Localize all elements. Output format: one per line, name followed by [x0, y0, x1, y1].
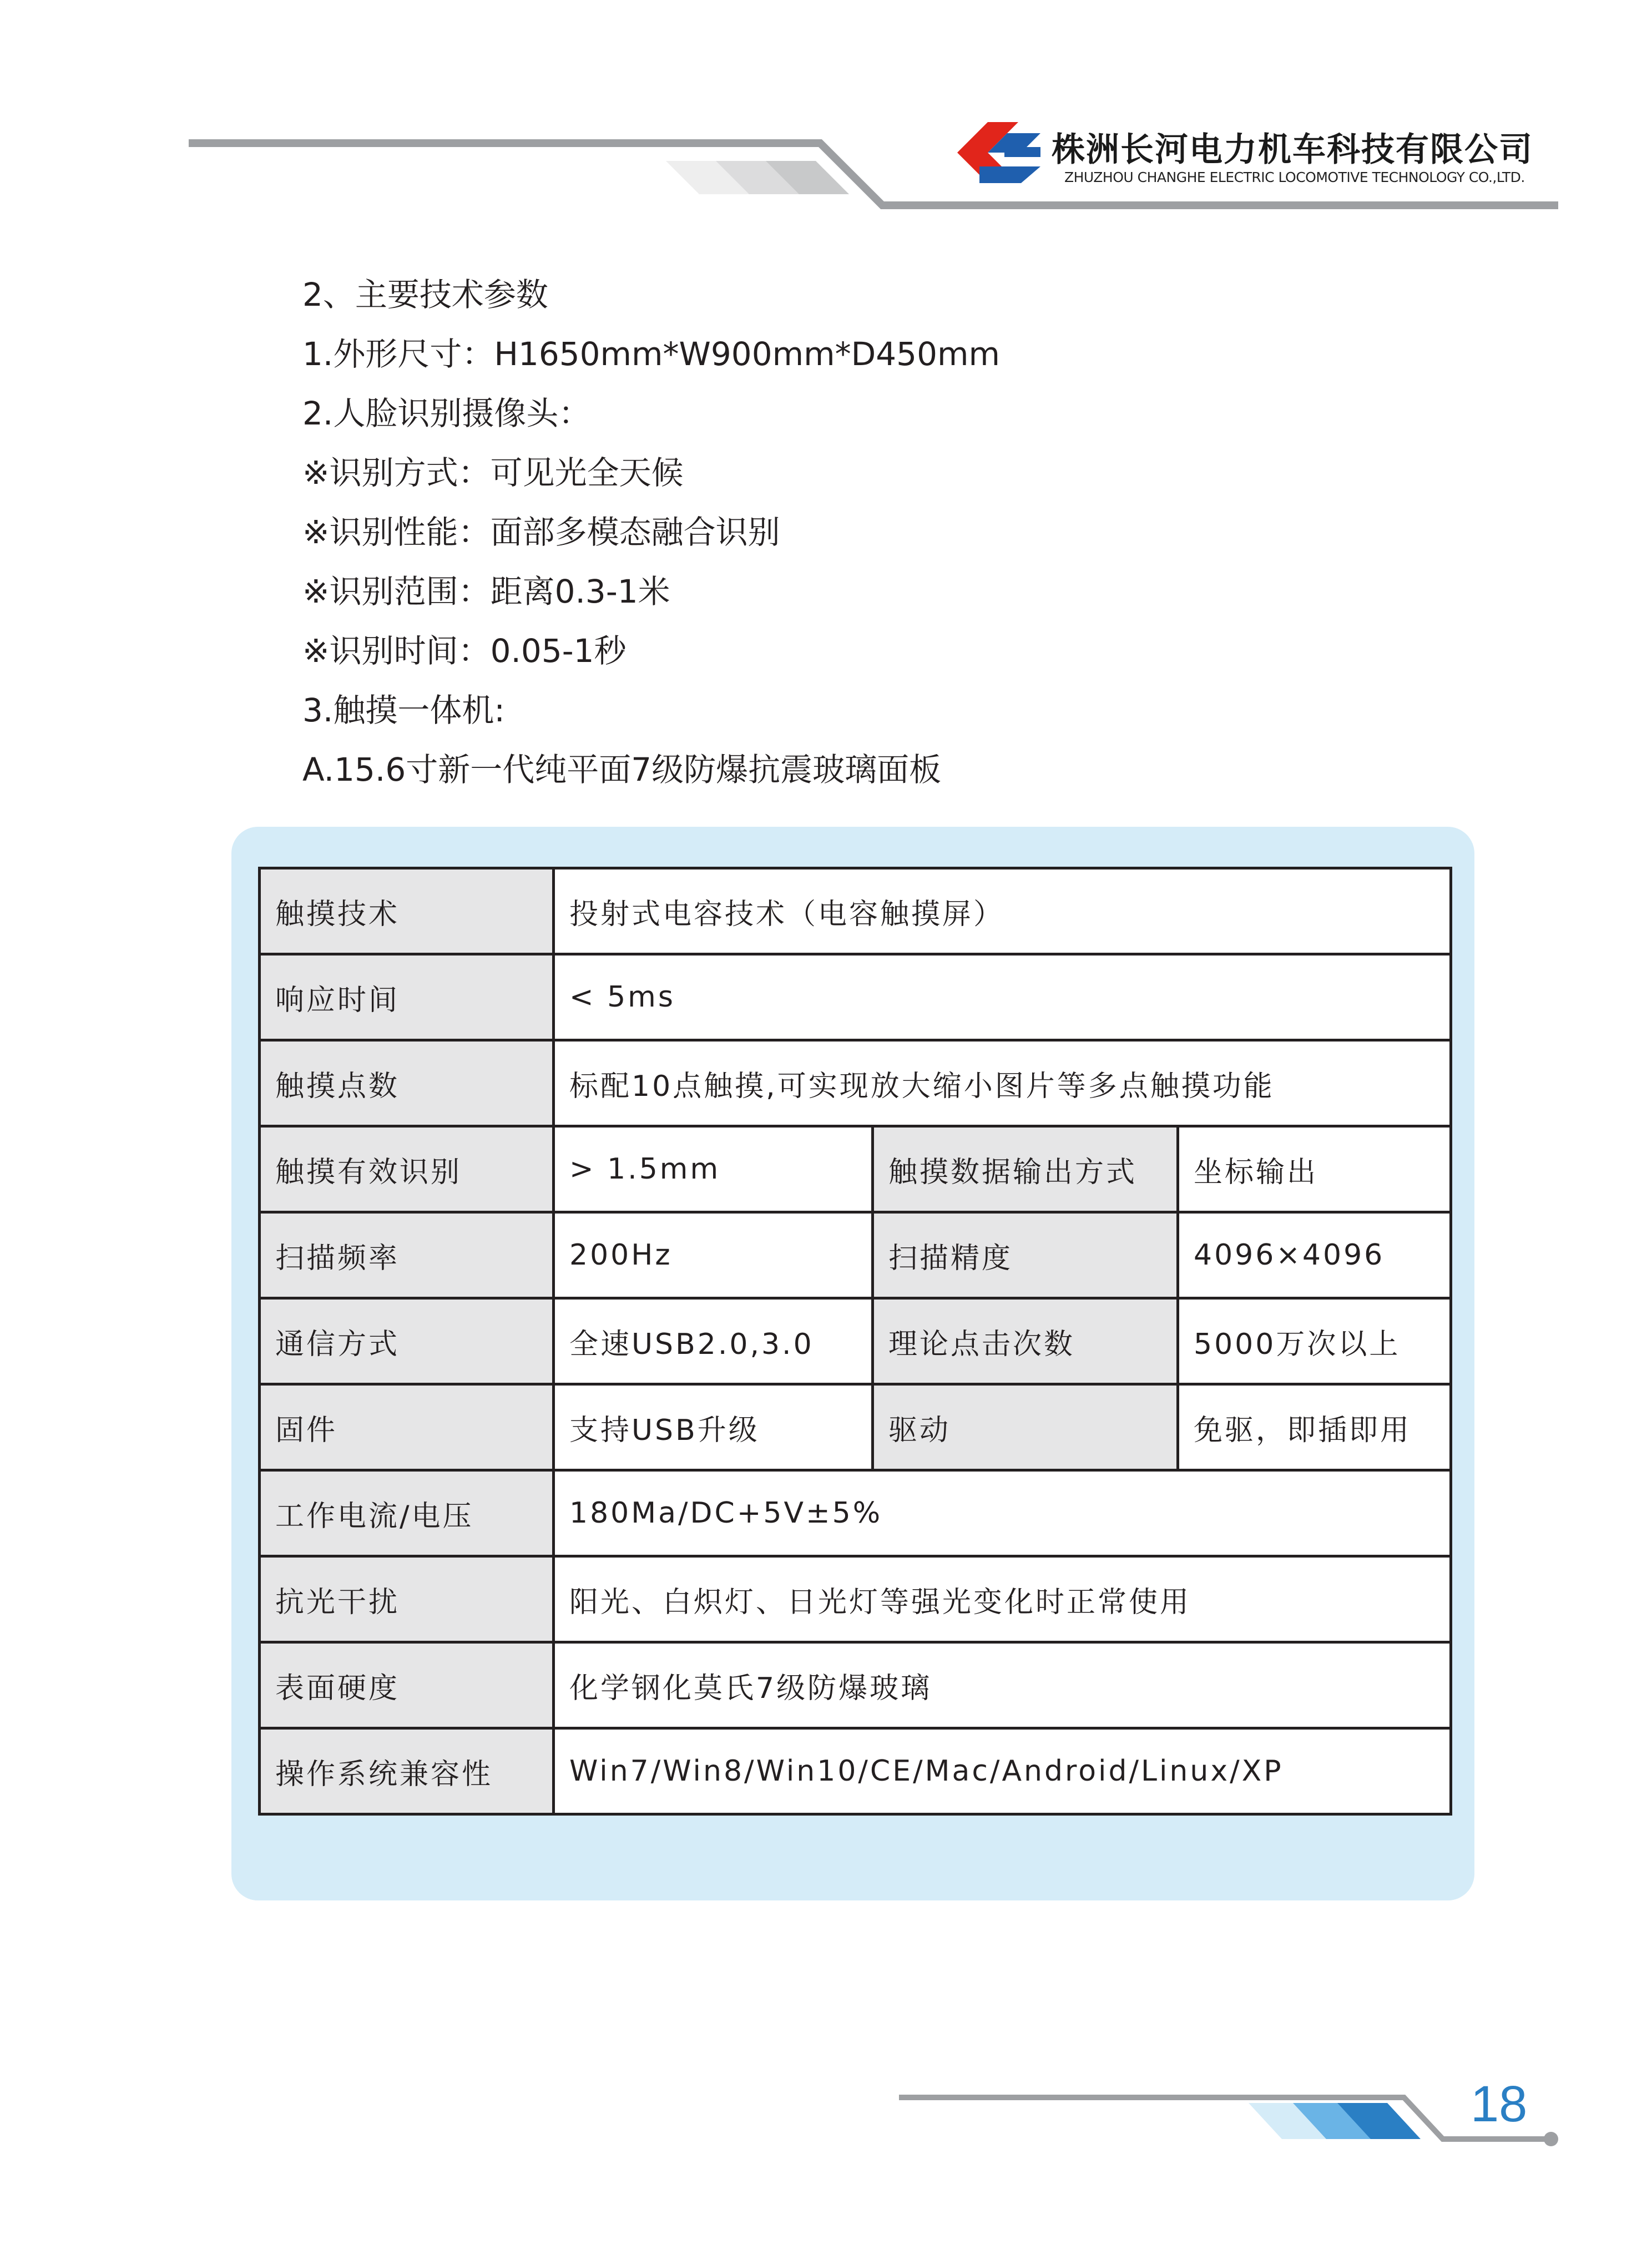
spec-value: 支持USB升级: [554, 1384, 873, 1470]
intro-text: [302, 265, 1000, 800]
spec-value: 180Ma/DC+5V±5%: [554, 1470, 1451, 1556]
spec-label: 固件: [260, 1384, 554, 1470]
spec-value: 全速USB2.0,3.0: [554, 1298, 873, 1384]
spec-value: > 1.5mm: [554, 1126, 873, 1212]
table-row: [260, 954, 1451, 1040]
intro-line: 1.外形尺寸：H1650mm*W900mm*D450mm: [302, 335, 1000, 373]
table-row: [260, 1126, 1451, 1212]
spec-label: 工作电流/电压: [260, 1470, 554, 1556]
spec-label: 驱动: [873, 1384, 1178, 1470]
spec-value: 化学钢化莫氏7级防爆玻璃: [554, 1642, 1451, 1728]
table-row: [260, 1384, 1451, 1470]
spec-value: 4096×4096: [1178, 1212, 1451, 1298]
spec-label: 触摸有效识别: [260, 1126, 554, 1212]
table-row: [260, 1040, 1451, 1126]
spec-value: 5000万次以上: [1178, 1298, 1451, 1384]
spec-value: 投射式电容技术（电容触摸屏）: [554, 868, 1451, 954]
footer-dot: [1544, 2132, 1558, 2146]
table-row: [260, 1728, 1451, 1814]
intro-line: A.15.6寸新一代纯平面7级防爆抗震玻璃面板: [302, 751, 942, 788]
spec-value: 标配10点触摸,可实现放大缩小图片等多点触摸功能: [554, 1040, 1451, 1126]
spec-label: 触摸技术: [260, 868, 554, 954]
header-stripes: [666, 161, 849, 194]
company-name-cn: 株洲长河电力机车科技有限公司: [1052, 130, 1533, 169]
intro-line: 2.人脸识别摄像头：: [302, 395, 591, 432]
spec-value: 200Hz: [554, 1212, 873, 1298]
intro-line: 2、主要技术参数: [302, 276, 548, 314]
spec-value: 阳光、白炽灯、日光灯等强光变化时正常使用: [554, 1556, 1451, 1642]
table-row: [260, 868, 1451, 954]
spec-label: 响应时间: [260, 954, 554, 1040]
spec-label: 表面硬度: [260, 1642, 554, 1728]
intro-line: ※识别性能：面部多模态融合识别: [302, 513, 780, 551]
footer-rule: [899, 2097, 1548, 2139]
spec-label: 触摸数据输出方式: [873, 1126, 1178, 1212]
table-row: [260, 1298, 1451, 1384]
intro-line: 3.触摸一体机:: [302, 691, 505, 729]
page-number: 18: [1471, 2076, 1528, 2132]
intro-line: ※识别范围：距离0.3-1米: [302, 573, 670, 610]
footer-stripes: [1249, 2103, 1421, 2139]
spec-label: 扫描精度: [873, 1212, 1178, 1298]
spec-label: 抗光干扰: [260, 1556, 554, 1642]
spec-label: 理论点击次数: [873, 1298, 1178, 1384]
spec-value: Win7/Win8/Win10/CE/Mac/Android/Linux/XP: [554, 1728, 1451, 1814]
table-row: [260, 1556, 1451, 1642]
spec-label: 扫描频率: [260, 1212, 554, 1298]
spec-value: 免驱，即插即用: [1178, 1384, 1451, 1470]
table-row: [260, 1212, 1451, 1298]
spec-table: [258, 867, 1452, 1816]
company-logo: [957, 117, 1046, 189]
company-name-en: ZHUZHOU CHANGHE ELECTRIC LOCOMOTIVE TECHNOLOGY CO.,LTD.: [1064, 169, 1525, 185]
spec-value: 坐标输出: [1178, 1126, 1451, 1212]
table-row: [260, 1642, 1451, 1728]
intro-line: ※识别时间：0.05-1秒: [302, 632, 627, 670]
table-row: [260, 1470, 1451, 1556]
spec-label: 操作系统兼容性: [260, 1728, 554, 1814]
spec-value: < 5ms: [554, 954, 1451, 1040]
spec-label: 通信方式: [260, 1298, 554, 1384]
intro-line: ※识别方式：可见光全天候: [302, 454, 684, 492]
spec-label: 触摸点数: [260, 1040, 554, 1126]
